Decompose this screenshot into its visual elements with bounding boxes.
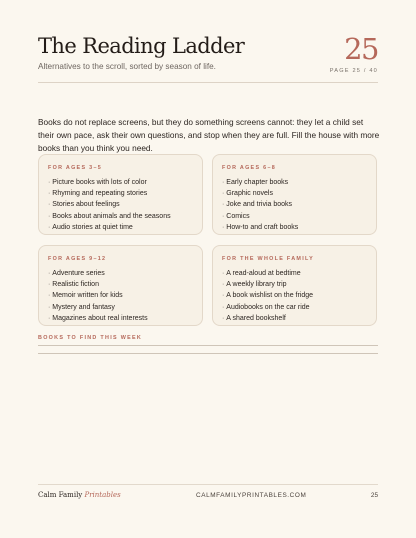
list-item: · Graphic novels <box>222 188 376 199</box>
card-list <box>48 268 202 324</box>
list-item: · Joke and trivia books <box>222 199 376 210</box>
page-title: The Reading Ladder <box>38 34 245 58</box>
list-item: · Picture books with lots of color <box>48 177 202 188</box>
card-ages-3-5 <box>38 154 203 235</box>
list-item: · Stories about feelings <box>48 199 202 210</box>
card-label: FOR THE WHOLE FAMILY <box>222 256 314 262</box>
footer-divider <box>38 484 378 485</box>
list-item: · Realistic fiction <box>48 279 202 290</box>
list-item: · Early chapter books <box>222 177 376 188</box>
writing-line <box>38 353 378 354</box>
card-label: FOR AGES 3–5 <box>48 165 103 171</box>
list-item: · Books about animals and the seasons <box>48 211 202 222</box>
intro-paragraph: Books do not replace screens, but they do something screens cannot: they let a child set their own pace, ask their own questions, and stop when they are full. Fill the house with more books than you think you need. <box>38 117 380 153</box>
list-item: · Audio stories at quiet time <box>48 222 202 233</box>
card-whole-family <box>212 245 377 326</box>
list-item: · Comics <box>222 211 376 222</box>
website-url: CALMFAMILYPRINTABLES.COM <box>196 492 307 499</box>
find-section-label: BOOKS TO FIND THIS WEEK <box>38 335 143 341</box>
list-item: · Audiobooks on the car ride <box>222 302 376 313</box>
list-item: · A read-aloud at bedtime <box>222 268 376 279</box>
card-list <box>222 177 376 233</box>
card-label: FOR AGES 9–12 <box>48 256 107 262</box>
list-item: · A book wishlist on the fridge <box>222 290 376 301</box>
page-number-large: 25 <box>344 32 378 66</box>
card-ages-6-8 <box>212 154 377 235</box>
card-ages-9-12 <box>38 245 203 326</box>
list-item: · A shared bookshelf <box>222 313 376 324</box>
list-item: · Rhyming and repeating stories <box>48 188 202 199</box>
page-subtitle: Alternatives to the scroll, sorted by season of life. <box>38 62 216 71</box>
list-item: · Memoir written for kids <box>48 290 202 301</box>
brand-accent: Printables <box>84 491 121 499</box>
card-list <box>48 177 202 233</box>
list-item: · How-to and craft books <box>222 222 376 233</box>
card-list <box>222 268 376 324</box>
footer-page-number: 25 <box>370 492 378 499</box>
page-indicator: PAGE 25 / 40 <box>329 68 378 74</box>
list-item: · Adventure series <box>48 268 202 279</box>
card-label: FOR AGES 6–8 <box>222 165 277 171</box>
list-item: · Magazines about real interests <box>48 313 202 324</box>
brand-logo <box>38 491 121 499</box>
list-item: · A weekly library trip <box>222 279 376 290</box>
header-divider <box>38 82 378 83</box>
list-item: · Mystery and fantasy <box>48 302 202 313</box>
brand-main: Calm Family <box>38 491 83 499</box>
writing-line <box>38 345 378 346</box>
